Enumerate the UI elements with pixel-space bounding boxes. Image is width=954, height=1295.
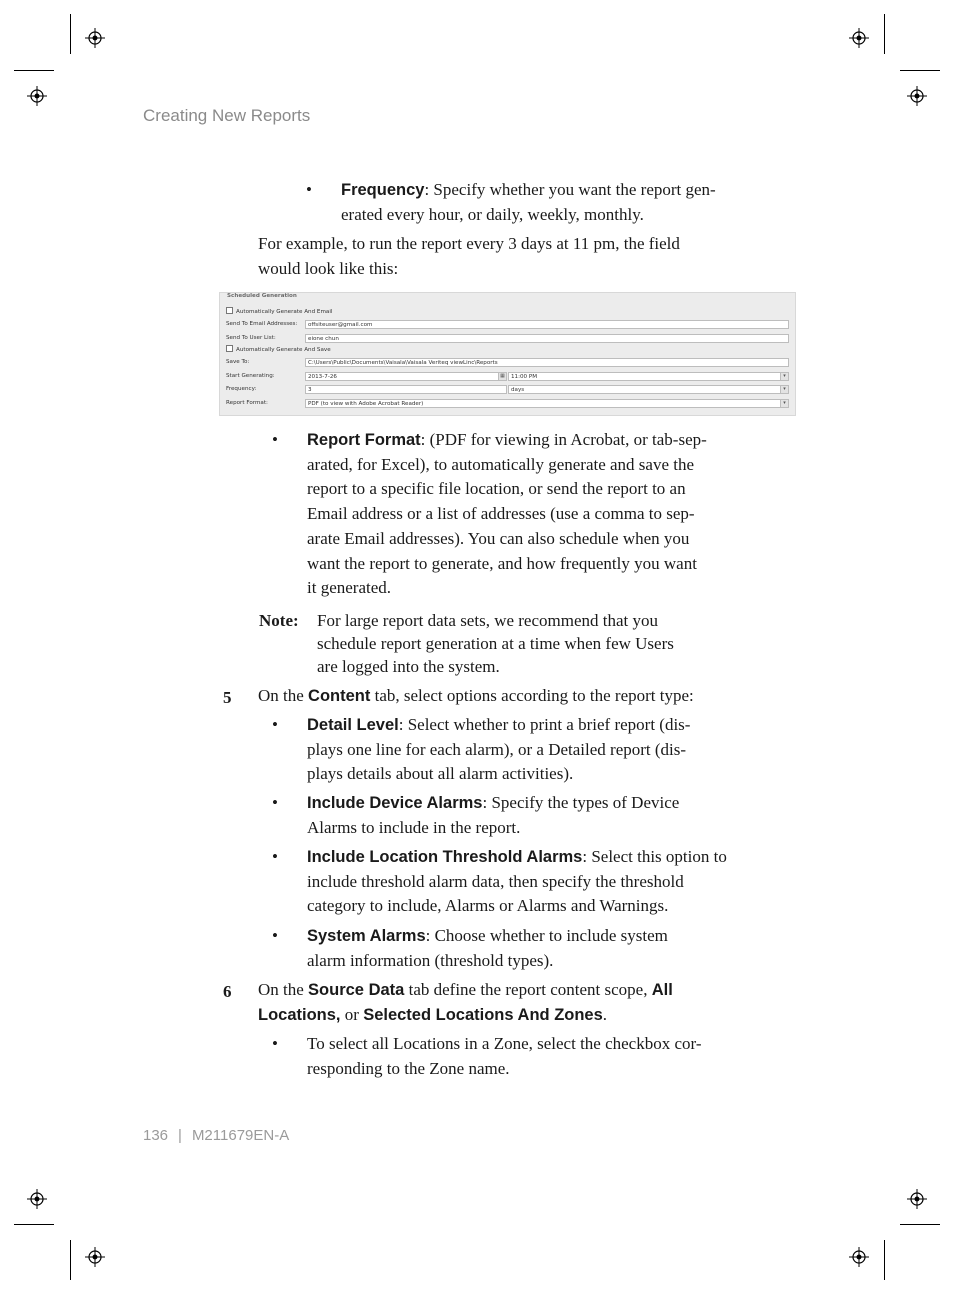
chevron-down-icon: ▾ — [780, 386, 788, 393]
crop-mark — [900, 70, 940, 71]
document-id: M211679EN-A — [191, 1127, 290, 1144]
registration-mark-icon — [27, 1189, 47, 1209]
registration-mark-icon — [849, 28, 869, 48]
registration-mark-icon — [907, 86, 927, 106]
select-locations-bullet: To select all Locations in a Zone, select the checkbox cor- responding to the Zone name. — [307, 1034, 702, 1078]
crop-mark — [884, 1240, 885, 1280]
report-format-field: PDF (to view with Adobe Acrobat Reader) ▾ — [305, 399, 789, 408]
save-to-label: Save To: — [226, 359, 250, 365]
frequency-bullet: Frequency: Specify whether you want the report gen- erated every hour, or daily, weekly, monthly. — [341, 180, 716, 224]
start-date-field: 2013-7-26 ▦ — [305, 372, 507, 381]
bullet-icon: • — [272, 715, 278, 734]
chevron-down-icon: ▾ — [780, 373, 788, 380]
system-alarms-bullet: System Alarms: Choose whether to include system alarm information (threshold types). — [307, 926, 668, 970]
report-format-label: Report Format: — [226, 400, 268, 406]
frequency-term: Frequency — [341, 181, 425, 199]
page-number: 136 — [143, 1127, 169, 1144]
registration-mark-icon — [85, 1247, 105, 1267]
start-time-field: 11:00 PM ▾ — [508, 372, 789, 381]
send-email-label: Send To Email Addresses: — [226, 321, 298, 327]
location-threshold-alarms-bullet: Include Location Threshold Alarms: Select this option to include threshold alarm data, then specify the threshold category to include, Alarms or Alarms and Warnings. — [307, 847, 727, 916]
frequency-unit-field: days ▾ — [508, 385, 789, 394]
send-user-field: eione chun — [305, 334, 789, 343]
calendar-icon: ▦ — [498, 373, 506, 380]
step6-text: On the Source Data tab define the report content scope, All Locations, or Selected Locations And Zones. — [258, 980, 673, 1024]
note-text: For large report data sets, we recommend that you schedule report generation at a time when few Users are logged into the system. — [317, 611, 674, 676]
send-user-label: Send To User List: — [226, 335, 276, 341]
bullet-icon: • — [272, 793, 278, 812]
content-tab-term: Content — [308, 687, 371, 705]
frequency-value-field: 3 — [305, 385, 507, 394]
scheduled-generation-screenshot — [219, 292, 796, 416]
registration-mark-icon — [27, 86, 47, 106]
start-generating-label: Start Generating: — [226, 373, 275, 379]
figure-title: Scheduled Generation — [227, 293, 297, 299]
bullet-icon: • — [272, 847, 278, 866]
bullet-icon: • — [306, 180, 312, 199]
crop-mark — [70, 1240, 71, 1280]
page-footer: 136 | M211679EN-A — [143, 1127, 290, 1144]
save-to-field: C:\Users\Public\Documents\Vaisala\Vaisala Veriteq viewLinc\Reports — [305, 358, 789, 367]
chevron-down-icon: ▾ — [780, 400, 788, 407]
registration-mark-icon — [85, 28, 105, 48]
example-paragraph: For example, to run the report every 3 days at 11 pm, the field would look like this: — [258, 234, 680, 278]
step5-text: On the Content tab, select options according to the report type: — [258, 686, 694, 705]
step-number: 5 — [223, 688, 232, 707]
crop-mark — [14, 70, 54, 71]
running-head: Creating New Reports — [143, 106, 311, 125]
auto-save-checkbox-row: Automatically Generate And Save — [226, 346, 331, 355]
device-alarms-bullet: Include Device Alarms: Specify the types of Device Alarms to include in the report. — [307, 793, 680, 837]
crop-mark — [70, 14, 71, 54]
crop-mark — [900, 1224, 940, 1225]
detail-level-bullet: Detail Level: Select whether to print a brief report (dis- plays one line for each alarm), or a Detailed report (dis- plays details about all alarm activities). — [307, 715, 691, 784]
report-format-term: Report Format — [307, 431, 421, 449]
auto-email-checkbox-row: Automatically Generate And Email — [226, 308, 332, 317]
bullet-icon: • — [272, 926, 278, 945]
crop-mark — [14, 1224, 54, 1225]
crop-mark — [884, 14, 885, 54]
send-email-field: offsiteuser@gmail.com — [305, 320, 789, 329]
bullet-icon: • — [272, 1034, 278, 1053]
report-format-bullet: Report Format: (PDF for viewing in Acrobat, or tab-sep- arated, for Excel), to automatically generate and save the report to a specific file location, or send the report to an Email address or a list of addresses (use a comma to sep- arate Email addresses). You can also schedule when you want the report to generate, and how frequently you want it generated. — [307, 430, 707, 598]
checkbox-icon — [226, 307, 233, 314]
step-number: 6 — [223, 982, 232, 1001]
registration-mark-icon — [907, 1189, 927, 1209]
checkbox-icon — [226, 345, 233, 352]
frequency-label: Frequency: — [226, 386, 257, 392]
bullet-icon: • — [272, 430, 278, 449]
registration-mark-icon — [849, 1247, 869, 1267]
note-label: Note: — [259, 611, 299, 630]
